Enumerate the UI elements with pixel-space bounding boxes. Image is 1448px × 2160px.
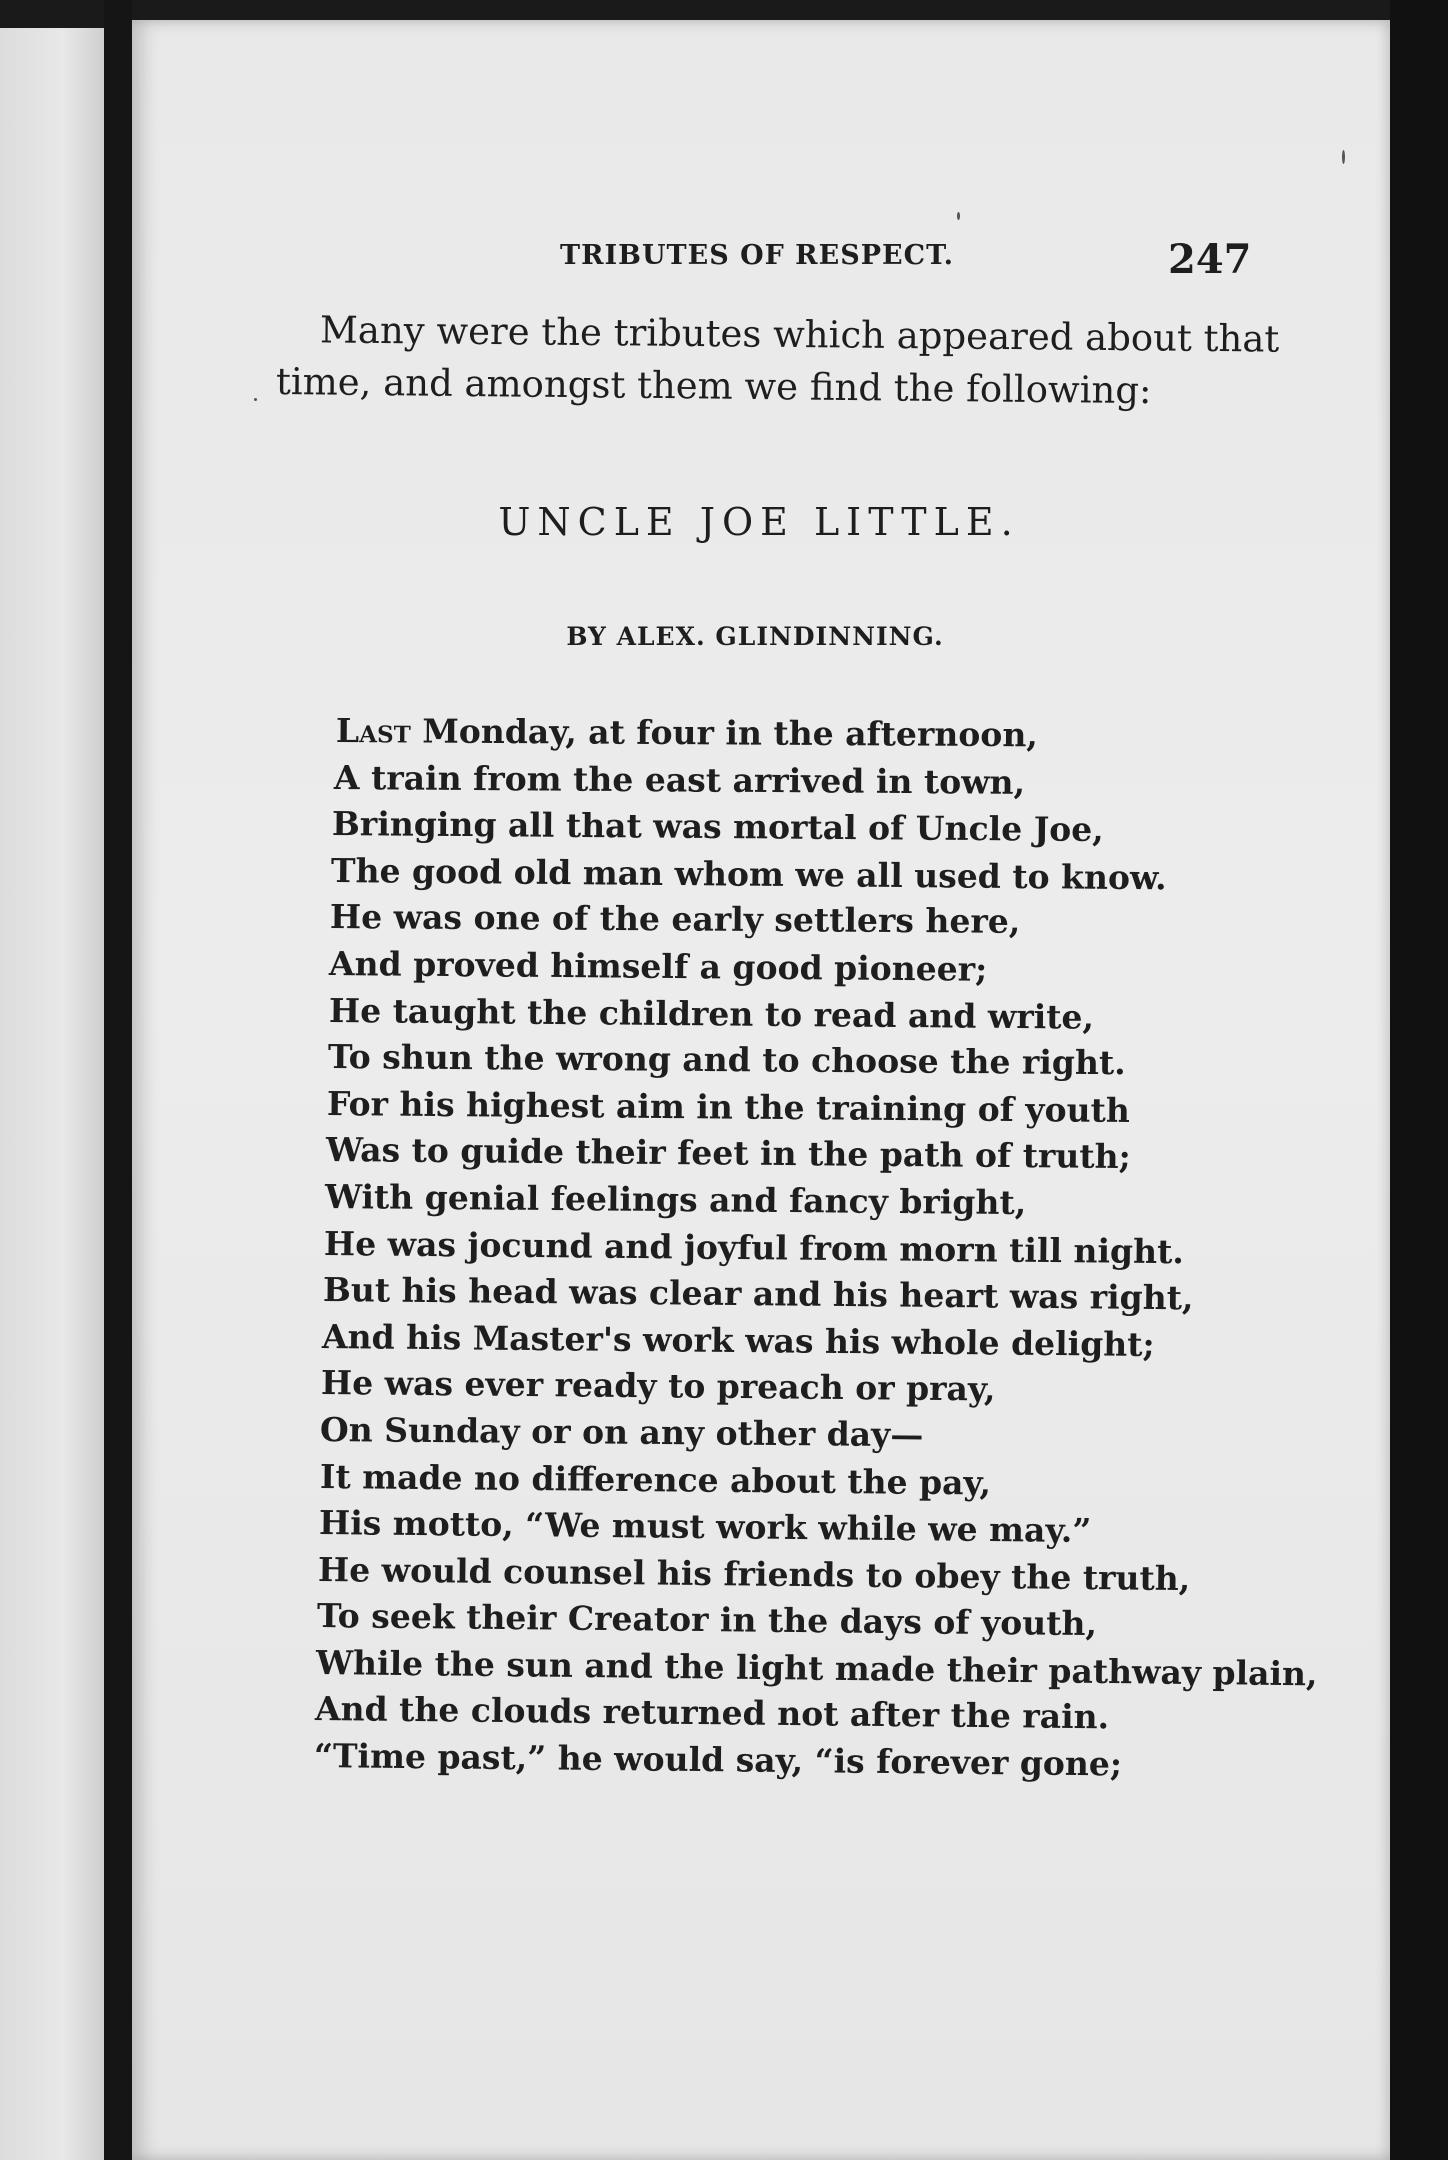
poem-line: Was to guide their feet in the path of truth; [325,1130,1131,1177]
running-head: TRIBUTES OF RESPECT. [560,240,955,271]
intro-paragraph [275,304,1280,413]
poem-line: For his highest aim in the training of youth [326,1083,1130,1130]
intro-line: time, and amongst them we find the following: [275,360,1152,413]
poem-line: His motto, “We must work while we may.” [318,1503,1092,1551]
first-word: Last [335,711,411,751]
poem-line: He taught the children to read and write, [328,990,1095,1037]
paper-speck [957,212,960,220]
poem-line: And the clouds returned not after the rain. [314,1689,1110,1737]
poem-body [313,708,1318,1784]
poem-line: But his head was clear and his heart was right, [322,1270,1194,1318]
poem-line: And proved himself a good pioneer; [328,943,988,989]
poem-line: And his Master's work was his whole delight; [321,1316,1155,1364]
poem-line: It made no difference about the pay, [319,1456,992,1502]
intro-line: Many were the tributes which appeared about that [319,308,1280,361]
paper-speck [1342,150,1345,164]
poem-line: To shun the wrong and to choose the right. [327,1037,1126,1083]
poem-line: Bringing all that was mortal of Uncle Joe, [331,804,1104,850]
page-number: 247 [1168,236,1252,283]
scan-background-edge [1390,0,1448,2160]
poem-line: The good old man whom we all used to know. [330,850,1167,898]
poem-line: While the sun and the light made their pathway plain, [315,1642,1318,1694]
poem-title: UNCLE JOE LITTLE. [498,500,1020,544]
poem-line: A train from the east arrived in town, [333,757,1026,802]
poem-line: He was jocund and joyful from morn till night. [323,1223,1185,1271]
book-gutter [104,0,132,2160]
poem-line: He was ever ready to preach or pray, [320,1363,996,1409]
poem-line: On Sunday or on any other day— [319,1409,924,1455]
poem-line: With genial feelings and fancy bright, [324,1176,1027,1223]
poem-byline: BY ALEX. GLINDINNING. [566,622,944,651]
poem-line: He was one of the early settlers here, [329,897,1021,942]
poem-line: He would counsel his friends to obey the truth, [317,1549,1191,1598]
poem-line: “Time past,” he would say, “is forever gone; [313,1736,1123,1784]
poem-line: To seek their Creator in the days of youth, [316,1596,1098,1644]
first-line-text: Monday, at four in the afternoon, [410,711,1039,755]
paper-speck [254,398,257,401]
poem-line [336,708,1226,760]
facing-page-edge [0,28,104,2160]
